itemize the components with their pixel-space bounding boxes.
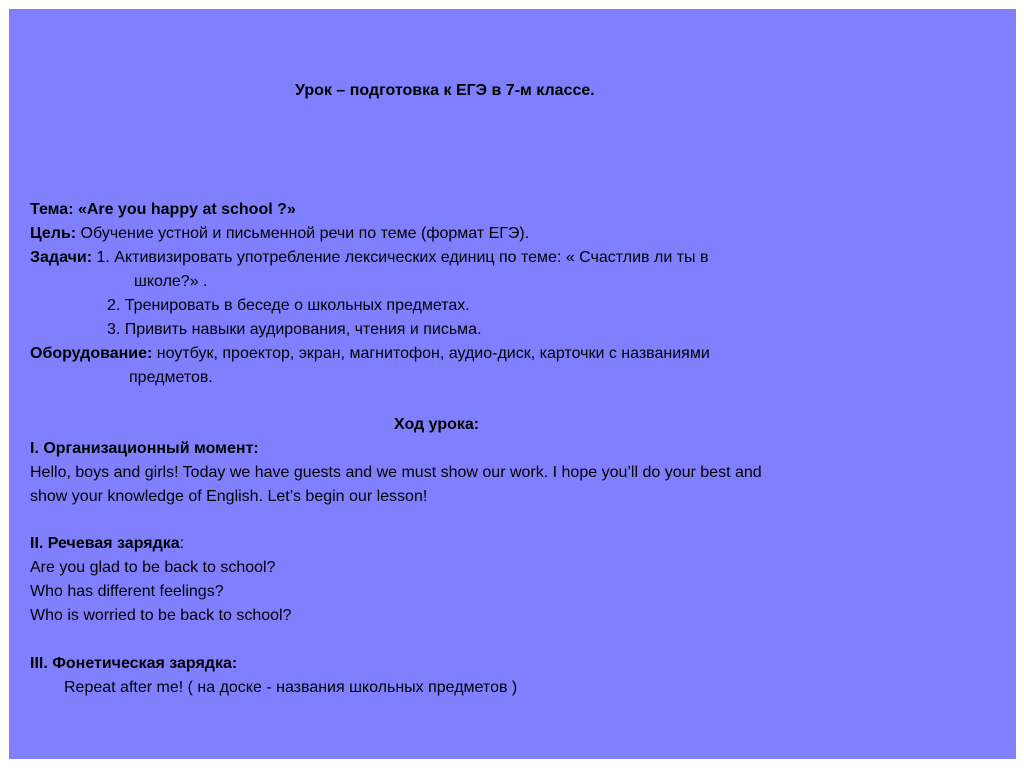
section-1-line-2: show your knowledge of English. Let’s begin our lesson! bbox=[30, 488, 428, 505]
section-1-heading: I. Организационный момент: bbox=[30, 440, 259, 457]
task-item-1-continued: школе?» . bbox=[134, 273, 208, 290]
equipment-line bbox=[30, 344, 710, 364]
goal-line bbox=[30, 224, 529, 244]
equipment-text: ноутбук, проектор, экран, магнитофон, аудио-диск, карточки с названиями bbox=[152, 345, 710, 362]
section-2-question-3: Who is worried to be back to school? bbox=[30, 607, 292, 624]
section-3-text: Repeat after me! ( на доске - названия школьных предметов ) bbox=[64, 679, 518, 696]
equipment-text-continued: предметов. bbox=[129, 369, 213, 386]
slide-title: Урок – подготовка к ЕГЭ в 7-м классе. bbox=[295, 82, 595, 99]
goal-label: Цель: bbox=[30, 225, 77, 242]
task-item-1: 1. Активизировать употребление лексических единиц по теме: « Счастлив ли ты в bbox=[92, 249, 709, 266]
section-2-question-1: Are you glad to be back to school? bbox=[30, 559, 276, 576]
tasks-label: Задачи: bbox=[30, 249, 93, 266]
section-3-heading: III. Фонетическая зарядка: bbox=[30, 655, 238, 672]
section-2-heading-line bbox=[30, 534, 184, 554]
section-1-line-1: Hello, boys and girls! Today we have guests and we must show our work. I hope you’ll do your best and bbox=[30, 464, 762, 481]
goal-text: Обучение устной и письменной речи по теме (формат ЕГЭ). bbox=[76, 225, 530, 242]
equipment-label: Оборудование: bbox=[30, 345, 153, 362]
task-item-2: 2. Тренировать в беседе о школьных предметах. bbox=[107, 297, 470, 314]
section-2-heading: II. Речевая зарядка bbox=[30, 535, 180, 552]
section-2-colon: : bbox=[179, 535, 185, 552]
tasks-line bbox=[30, 248, 708, 268]
section-2-question-2: Who has different feelings? bbox=[30, 583, 224, 600]
theme-line: Тема: «Are you happy at school ?» bbox=[30, 201, 296, 218]
task-item-3: 3. Привить навыки аудирования, чтения и письма. bbox=[107, 321, 482, 338]
lesson-heading: Ход урока: bbox=[394, 416, 480, 433]
slide bbox=[9, 9, 1016, 759]
